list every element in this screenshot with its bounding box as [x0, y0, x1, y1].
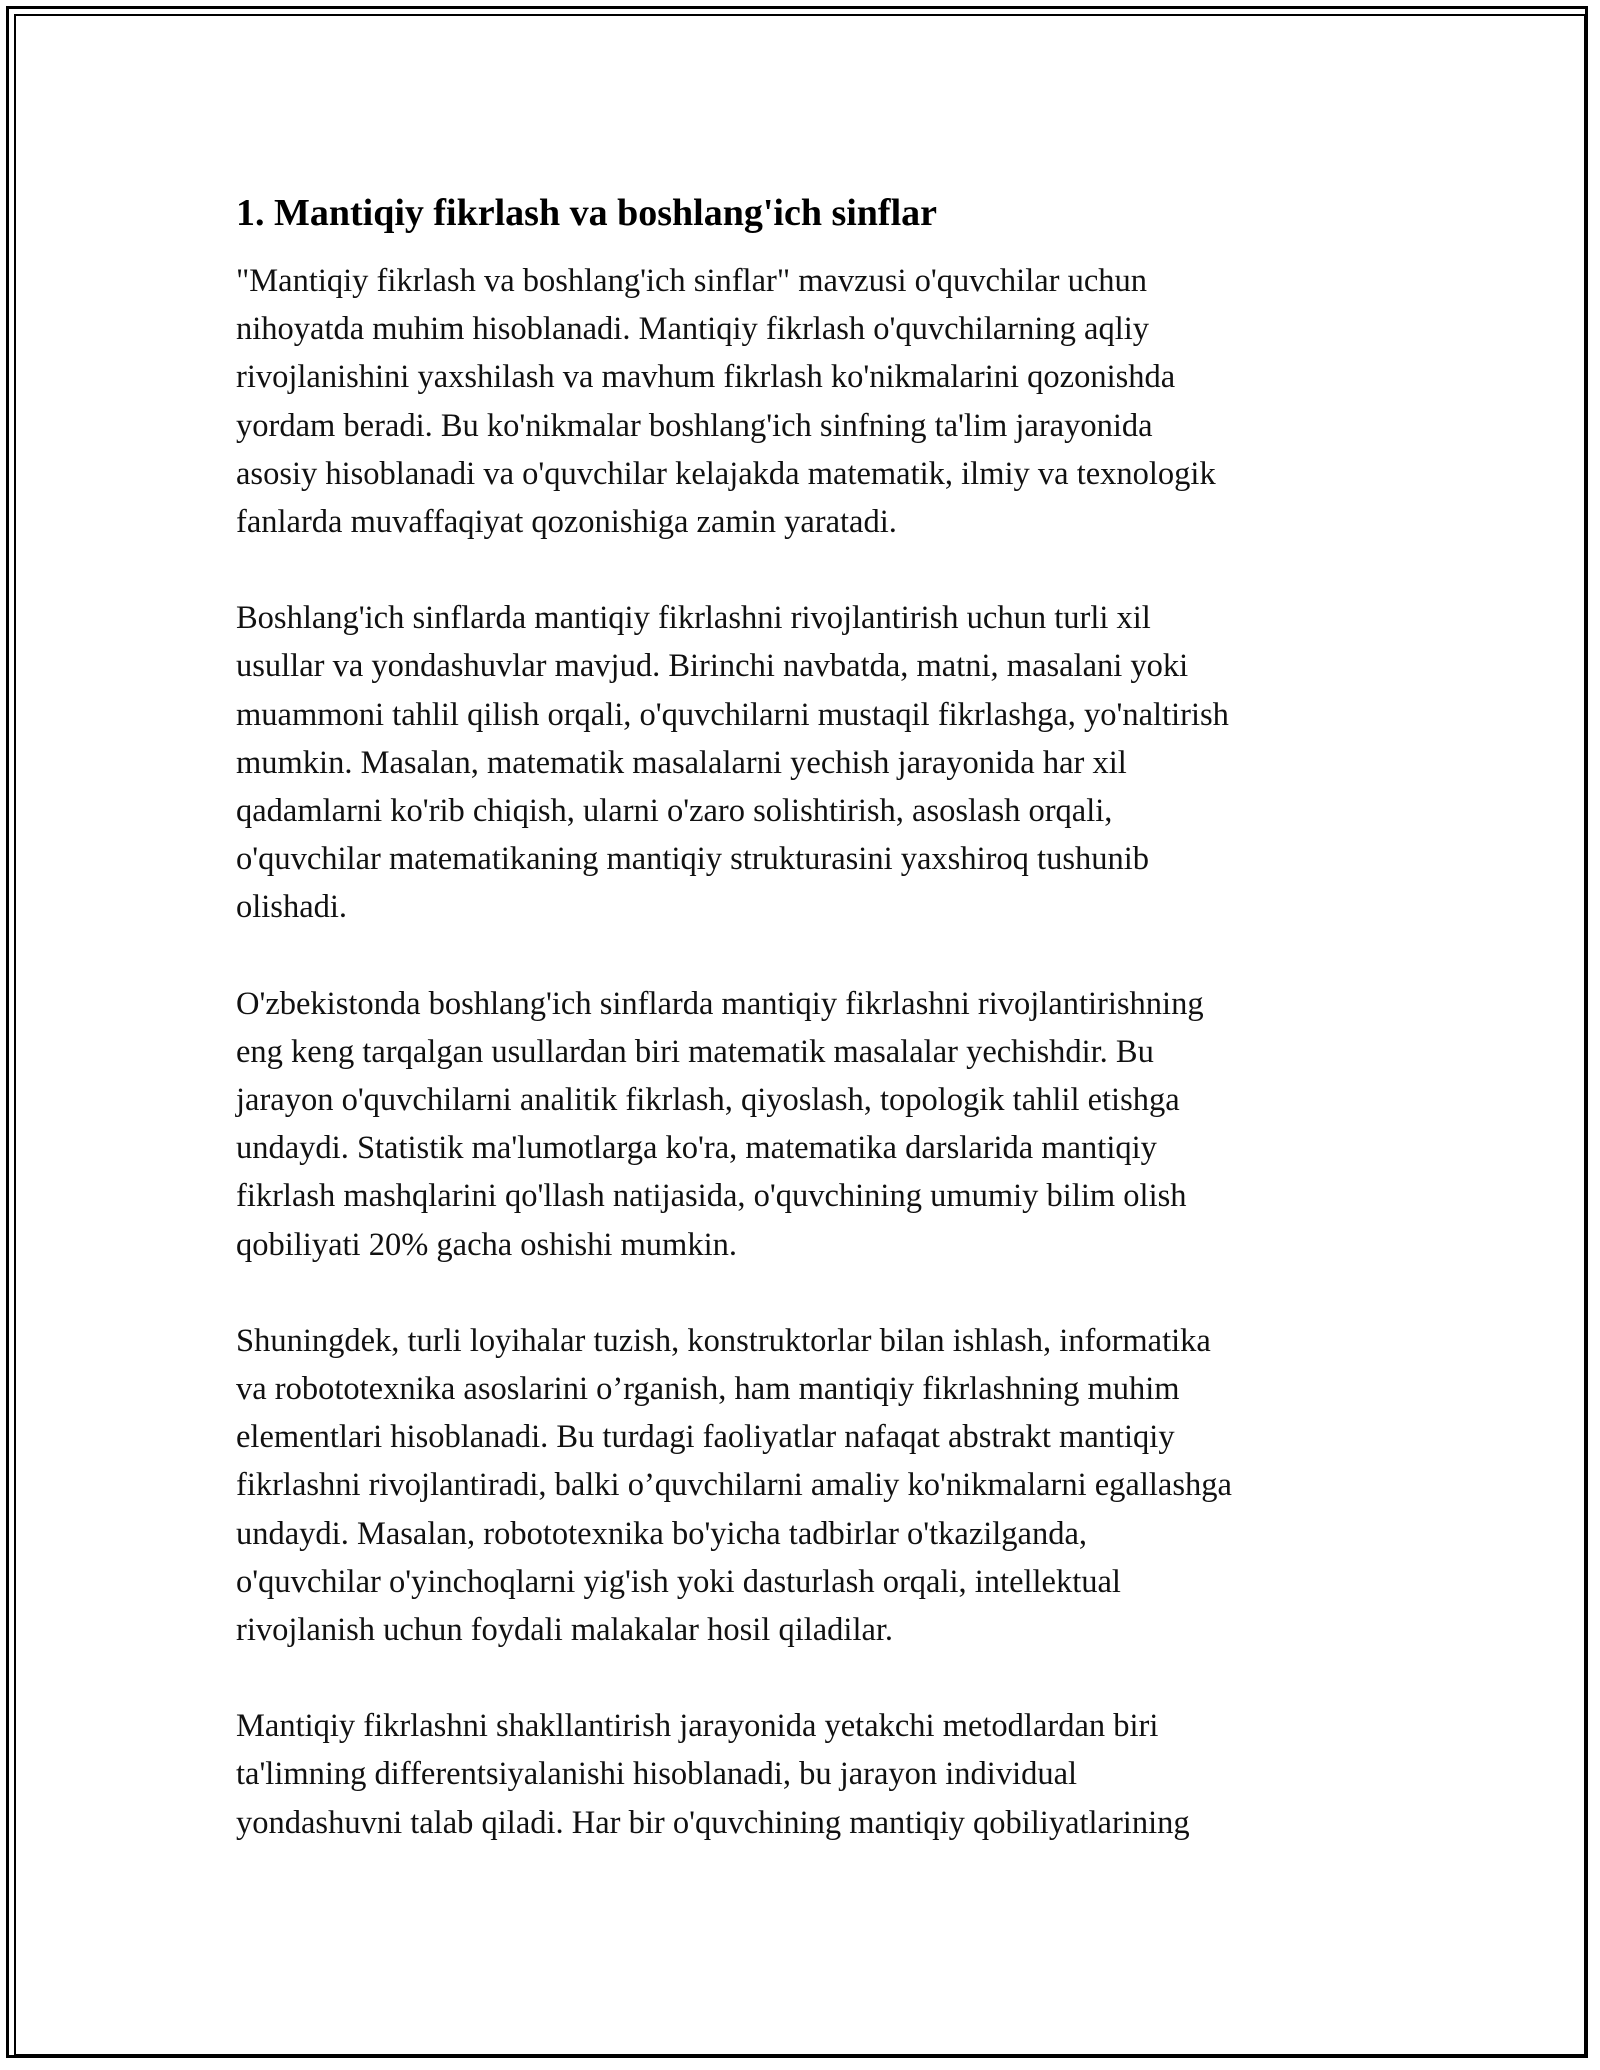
text-line: eng keng tarqalgan usullardan biri matematik masalalar yechishdir. Bu — [236, 1033, 1154, 1070]
text-line: undaydi. Statistik ma'lumotlarga ko'ra, matematika darslarida mantiqiy — [236, 1130, 1157, 1167]
text-line: yondashuvni talab qiladi. Har bir o'quvchining mantiqiy qobiliyatlarining — [236, 1804, 1190, 1841]
text-line: "Mantiqiy fikrlash va boshlang'ich sinflar" mavzusi o'quvchilar uchun — [236, 263, 1148, 299]
text-line: rivojlanish uchun foydali malakalar hosil qiladilar. — [236, 1612, 894, 1649]
document-body — [236, 187, 1366, 1847]
text-line: fikrlash mashqlarini qo'llash natijasida, o'quvchining umumiy bilim olish — [236, 1178, 1187, 1215]
text-line: usullar va yondashuvlar mavjud. Birinchi navbatda, matni, masalani yoki — [236, 648, 1189, 685]
text-line: ta'limning differentsiyalanishi hisoblanadi, bu jarayon individual — [236, 1756, 1078, 1793]
text-line: elementlari hisoblanadi. Bu turdagi faoliyatlar nafaqat abstrakt mantiqiy — [236, 1419, 1175, 1456]
text-line: Boshlang'ich sinflarda mantiqiy fikrlashni rivojlantirish uchun turli xil — [236, 600, 1151, 637]
text-line: asosiy hisoblanadi va o'quvchilar kelajakda matematik, ilmiy va texnologik — [236, 455, 1216, 492]
text-line: olishadi. — [236, 889, 348, 926]
paragraph-4 — [236, 1317, 1366, 1654]
text-line: muammoni tahlil qilish orqali, o'quvchilarni mustaqil fikrlashga, yo'naltirish — [236, 696, 1229, 733]
text-line: va robototexnika asoslarini o’rganish, ham mantiqiy fikrlashning muhim — [236, 1371, 1180, 1408]
paragraph-3 — [236, 980, 1366, 1269]
text-line: jarayon o'quvchilarni analitik fikrlash, qiyoslash, topologik tahlil etishga — [236, 1082, 1180, 1119]
text-line: mumkin. Masalan, matematik masalalarni yechish jarayonida har xil — [236, 744, 1127, 781]
text-line: undaydi. Masalan, robototexnika bo'yicha tadbirlar o'tkazilganda, — [236, 1515, 1088, 1552]
text-line: fikrlashni rivojlantiradi, balki o’quvchilarni amaliy ko'nikmalarni egallashga — [236, 1467, 1232, 1504]
text-line: qadamlarni ko'rib chiqish, ularni o'zaro solishtirish, asoslash orqali, — [236, 793, 1113, 830]
text-line: fanlarda muvaffaqiyat qozonishiga zamin yaratadi. — [236, 504, 897, 541]
paragraph-1 — [236, 257, 1366, 546]
paragraph-5 — [236, 1702, 1366, 1847]
text-line: o'quvchilar matematikaning mantiqiy strukturasini yaxshiroq tushunib — [236, 841, 1149, 878]
text-line: Shuningdek, turli loyihalar tuzish, konstruktorlar bilan ishlash, informatika — [236, 1322, 1211, 1359]
text-line: Mantiqiy fikrlashni shakllantirish jarayonida yetakchi metodlardan biri — [236, 1708, 1159, 1745]
text-line: rivojlanishini yaxshilash va mavhum fikrlash ko'nikmalarini qozonishda — [236, 359, 1176, 396]
paragraph-2 — [236, 594, 1366, 931]
text-line: yordam beradi. Bu ko'nikmalar boshlang'ich sinfning ta'lim jarayonida — [236, 407, 1153, 444]
text-line: qobiliyati 20% gacha oshishi mumkin. — [236, 1226, 737, 1263]
text-line: nihoyatda muhim hisoblanadi. Mantiqiy fikrlash o'quvchilarning aqliy — [236, 311, 1149, 348]
text-line: o'quvchilar o'yinchoqlarni yig'ish yoki dasturlash orqali, intellektual — [236, 1563, 1121, 1600]
text-line: O'zbekistonda boshlang'ich sinflarda mantiqiy fikrlashni rivojlantirishning — [236, 985, 1204, 1022]
section-heading: 1. Mantiqiy fikrlash va boshlang'ich sinflar — [236, 192, 938, 234]
